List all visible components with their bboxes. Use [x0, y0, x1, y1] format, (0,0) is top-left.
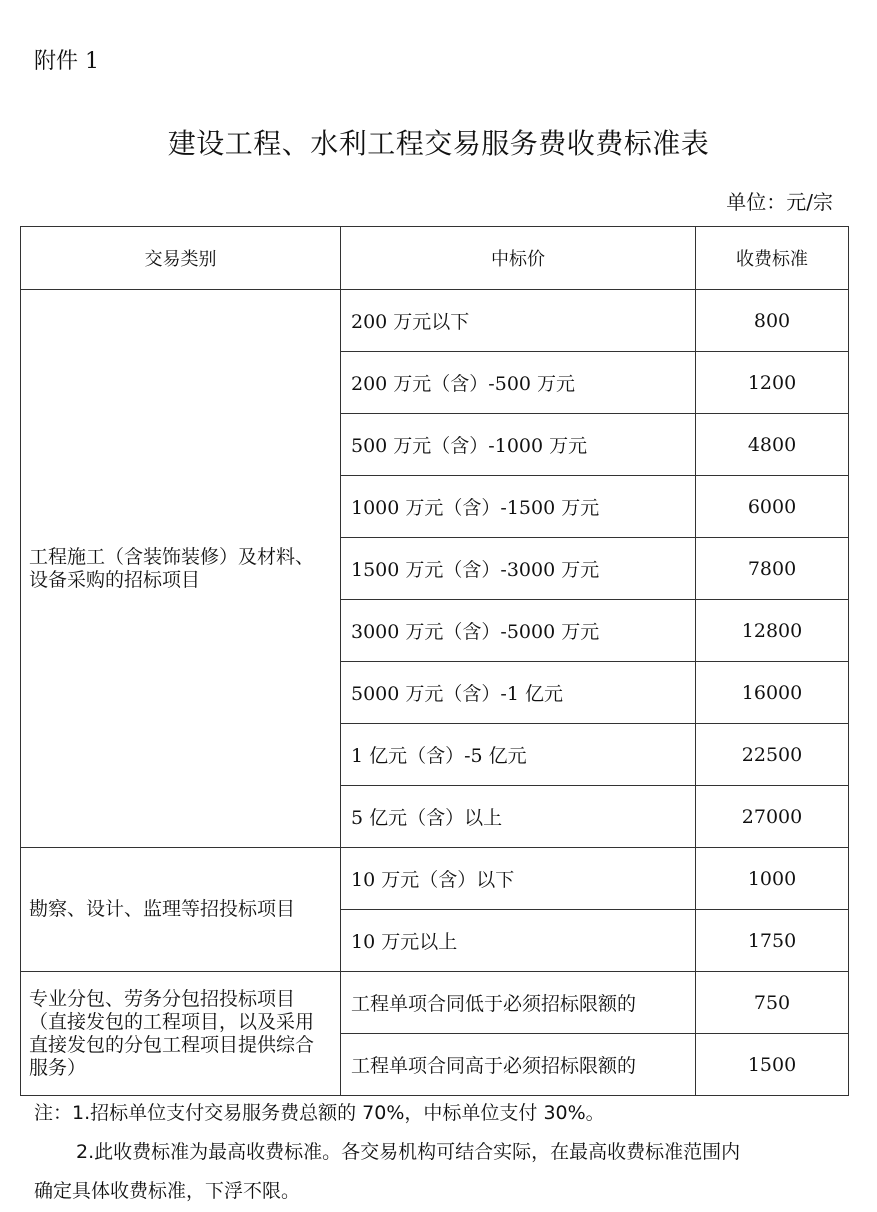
fee-cell: 1000 — [696, 848, 849, 910]
note-1: 注：1.招标单位支付交易服务费总额的 70%，中标单位支付 30%。 — [34, 1102, 605, 1124]
page-title: 建设工程、水利工程交易服务费收费标准表 — [167, 127, 710, 160]
table-header-row — [21, 227, 849, 290]
bid-price-cell: 10 万元（含）以下 — [341, 848, 696, 910]
fee-cell: 7800 — [696, 538, 849, 600]
fee-cell: 1750 — [696, 910, 849, 972]
fee-cell: 22500 — [696, 724, 849, 786]
fee-cell: 1200 — [696, 352, 849, 414]
column-header-fee: 收费标准 — [696, 227, 849, 290]
bid-price-cell: 1000 万元（含）-1500 万元 — [341, 476, 696, 538]
bid-price-cell: 200 万元以下 — [341, 290, 696, 352]
note-2: 2.此收费标准为最高收费标准。各交易机构可结合实际，在最高收费标准范围内 — [76, 1141, 741, 1163]
category-cell: 专业分包、劳务分包招投标项目（直接发包的工程项目，以及采用直接发包的分包工程项目提供综合服务） — [21, 972, 341, 1096]
attachment-label: 附件 1 — [34, 49, 99, 74]
unit-label: 单位：元/宗 — [726, 190, 833, 214]
fee-cell: 1500 — [696, 1034, 849, 1096]
note-2-continued: 确定具体收费标准，下浮不限。 — [34, 1180, 301, 1202]
category-cell: 勘察、设计、监理等招投标项目 — [21, 848, 341, 972]
bid-price-cell: 500 万元（含）-1000 万元 — [341, 414, 696, 476]
bid-price-cell: 10 万元以上 — [341, 910, 696, 972]
fee-standard-table — [20, 226, 849, 1096]
table-row — [21, 972, 849, 1034]
fee-cell: 16000 — [696, 662, 849, 724]
column-header-bid-price: 中标价 — [341, 227, 696, 290]
fee-cell: 4800 — [696, 414, 849, 476]
bid-price-cell: 工程单项合同高于必须招标限额的 — [341, 1034, 696, 1096]
fee-cell: 27000 — [696, 786, 849, 848]
fee-cell: 12800 — [696, 600, 849, 662]
bid-price-cell: 3000 万元（含）-5000 万元 — [341, 600, 696, 662]
bid-price-cell: 5000 万元（含）-1 亿元 — [341, 662, 696, 724]
column-header-category: 交易类别 — [21, 227, 341, 290]
bid-price-cell: 5 亿元（含）以上 — [341, 786, 696, 848]
table-row — [21, 848, 849, 910]
bid-price-cell: 1500 万元（含）-3000 万元 — [341, 538, 696, 600]
bid-price-cell: 1 亿元（含）-5 亿元 — [341, 724, 696, 786]
fee-cell: 750 — [696, 972, 849, 1034]
fee-cell: 800 — [696, 290, 849, 352]
notes-section — [34, 1094, 854, 1211]
bid-price-cell: 200 万元（含）-500 万元 — [341, 352, 696, 414]
fee-cell: 6000 — [696, 476, 849, 538]
category-cell: 工程施工（含装饰装修）及材料、设备采购的招标项目 — [21, 290, 341, 848]
bid-price-cell: 工程单项合同低于必须招标限额的 — [341, 972, 696, 1034]
table-row — [21, 290, 849, 352]
